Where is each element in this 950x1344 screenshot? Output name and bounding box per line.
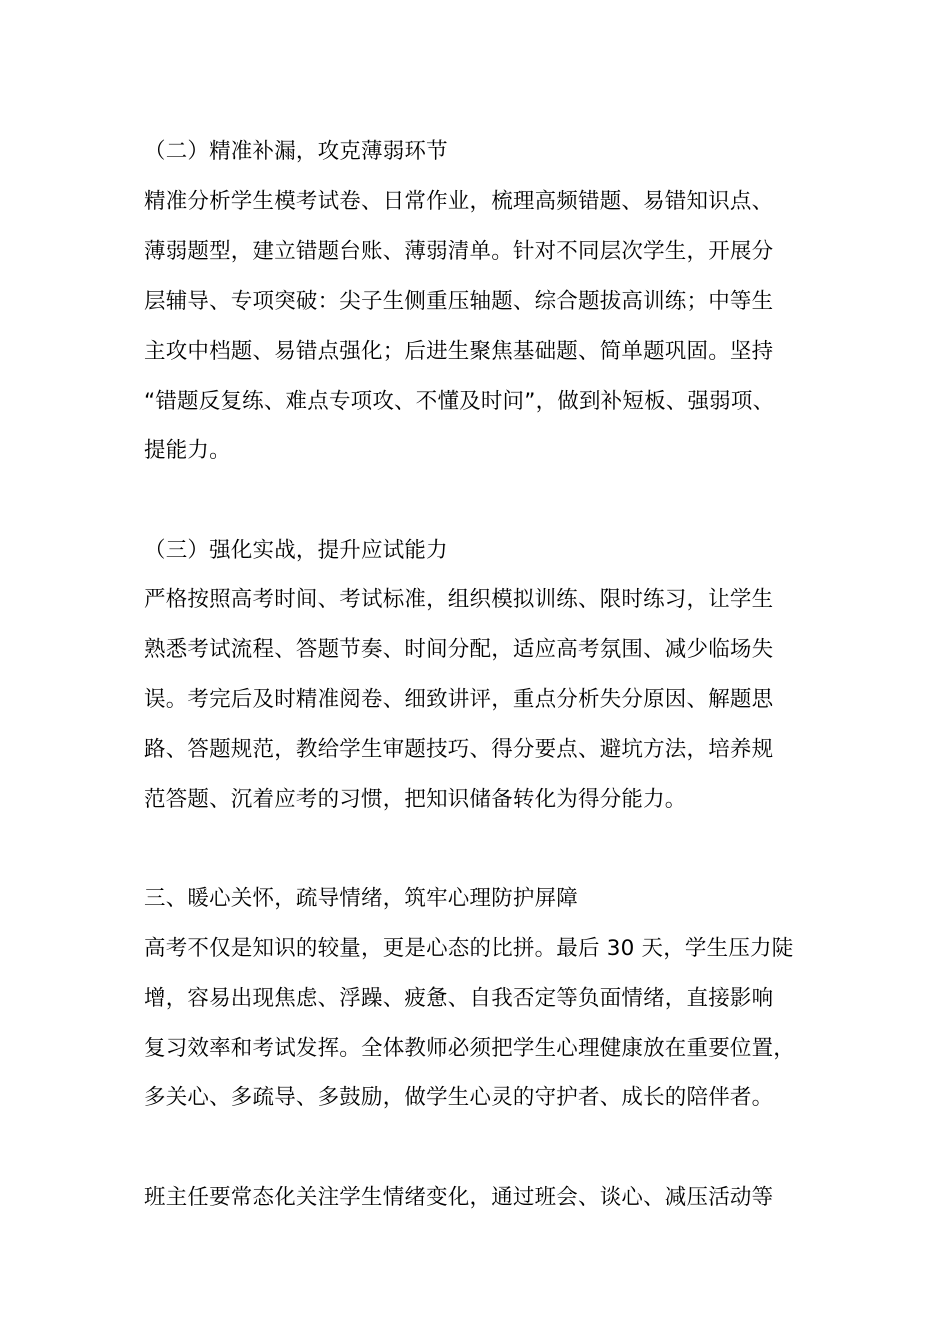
paragraph-line: 高考不仅是知识的较量，更是心态的比拼。最后 30 天，学生压力陡: [144, 936, 794, 961]
paragraph-line: 误。考完后及时精准阅卷、细致讲评，重点分析失分原因、解题思: [144, 687, 774, 712]
paragraph-line: 薄弱题型，建立错题台账、薄弱清单。针对不同层次学生，开展分: [144, 239, 774, 264]
paragraph-line: 提能力。: [144, 438, 231, 463]
paragraph-line: 主攻中档题、易错点强化；后进生聚焦基础题、简单题巩固。坚持: [144, 339, 774, 364]
paragraph-line: 严格按照高考时间、考试标准，组织模拟训练、限时练习，让学生: [144, 587, 774, 612]
paragraph-line: “错题反复练、难点专项攻、不懂及时问”，做到补短板、强弱项、: [144, 389, 775, 414]
paragraph-line: 增，容易出现焦虑、浮躁、疲惫、自我否定等负面情绪，直接影响: [144, 986, 774, 1011]
section-heading-2: （二）精准补漏，攻克薄弱环节: [144, 139, 448, 164]
part-heading-3: 三、暖心关怀，疏导情绪，筑牢心理防护屏障: [144, 886, 579, 911]
paragraph-line: 精准分析学生模考试卷、日常作业，梳理高频错题、易错知识点、: [144, 189, 774, 214]
paragraph-line: 熟悉考试流程、答题节奏、时间分配，适应高考氛围、减少临场失: [144, 637, 774, 662]
paragraph-line: 复习效率和考试发挥。全体教师必须把学生心理健康放在重要位置，: [144, 1036, 796, 1061]
paragraph-line: 路、答题规范，教给学生审题技巧、得分要点、避坑方法，培养规: [144, 737, 774, 762]
paragraph-line: 多关心、多疏导、多鼓励，做学生心灵的守护者、成长的陪伴者。: [144, 1085, 774, 1110]
section-heading-3: （三）强化实战，提升应试能力: [144, 538, 448, 563]
paragraph-line: 层辅导、专项突破：尖子生侧重压轴题、综合题拔高训练；中等生: [144, 289, 774, 314]
paragraph-line: 班主任要常态化关注学生情绪变化，通过班会、谈心、减压活动等: [144, 1185, 774, 1210]
paragraph-line: 范答题、沉着应考的习惯，把知识储备转化为得分能力。: [144, 787, 687, 812]
